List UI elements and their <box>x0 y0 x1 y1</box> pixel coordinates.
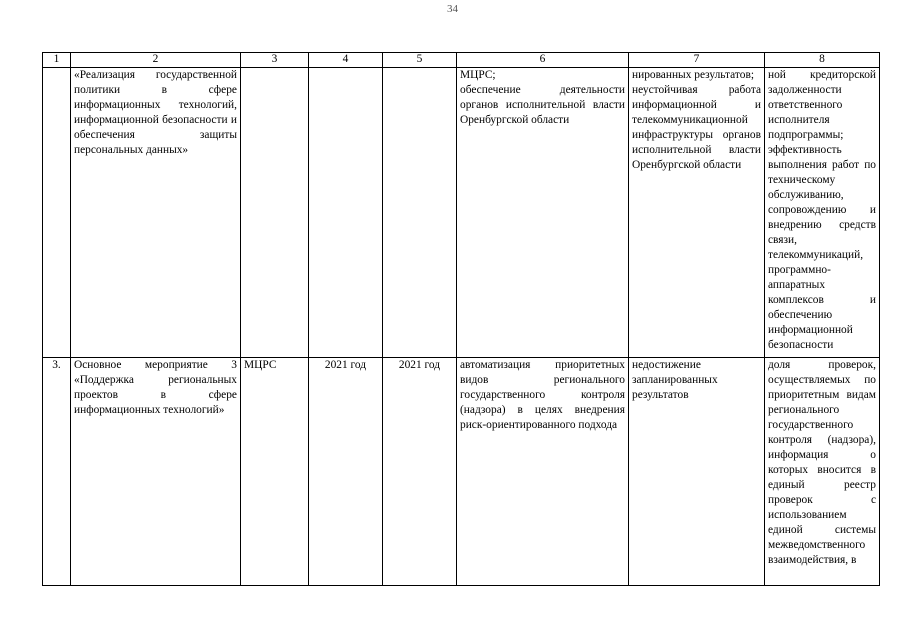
end-date-cell <box>383 68 457 358</box>
header-cell: 5 <box>383 53 457 68</box>
executor-cell: МЦРС <box>241 358 309 586</box>
header-cell: 7 <box>629 53 765 68</box>
expected-result-cell: МЦРС; обеспечение деятельности органов исполнительной власти Оренбургской области <box>457 68 629 358</box>
table-header-row <box>43 53 880 68</box>
page-number: 34 <box>447 3 458 15</box>
header-cell: 3 <box>241 53 309 68</box>
indicators-cell: доля проверок, осуществляемых по приоритетным видам регионального государственного контроля (надзора), информация о которых вносится в единый реестр проверок с использованием единой системы межведомственного взаимодействия, в <box>765 358 880 586</box>
executor-cell <box>241 68 309 358</box>
table-row <box>43 68 880 358</box>
expected-result-cell: автоматизация приоритетных видов регионального государственного контроля (надзора) в целях внедрения риск-ориентированного подхода <box>457 358 629 586</box>
header-cell: 6 <box>457 53 629 68</box>
consequences-cell: недостижение запланированных результатов <box>629 358 765 586</box>
row-number-cell: 3. <box>43 358 71 586</box>
header-cell: 8 <box>765 53 880 68</box>
start-date-cell: 2021 год <box>309 358 383 586</box>
header-cell: 4 <box>309 53 383 68</box>
row-number-cell <box>43 68 71 358</box>
consequences-cell: нированных результатов; неустойчивая работа информационной и телекоммуникационной инфраструктуры органов исполнительной власти Оренбургской области <box>629 68 765 358</box>
measure-name-cell: «Реализация государственной политики в сфере информационных технологий, информационной безопасности и обеспечения защиты персональных данных» <box>71 68 241 358</box>
indicators-cell: ной кредиторской задолженности ответственного исполнителя подпрограммы; эффективность выполнения работ по техническому обслуживанию, сопровождению и внедрению средств связи, телекоммуникаций, программно-аппаратных комплексов и обеспечению информационной безопасности <box>765 68 880 358</box>
table-row <box>43 358 880 586</box>
header-cell: 2 <box>71 53 241 68</box>
end-date-cell: 2021 год <box>383 358 457 586</box>
header-cell: 1 <box>43 53 71 68</box>
measure-name-cell: Основное мероприятие 3 «Поддержка региональных проектов в сфере информационных технологий» <box>71 358 241 586</box>
measures-table <box>42 52 880 586</box>
start-date-cell <box>309 68 383 358</box>
